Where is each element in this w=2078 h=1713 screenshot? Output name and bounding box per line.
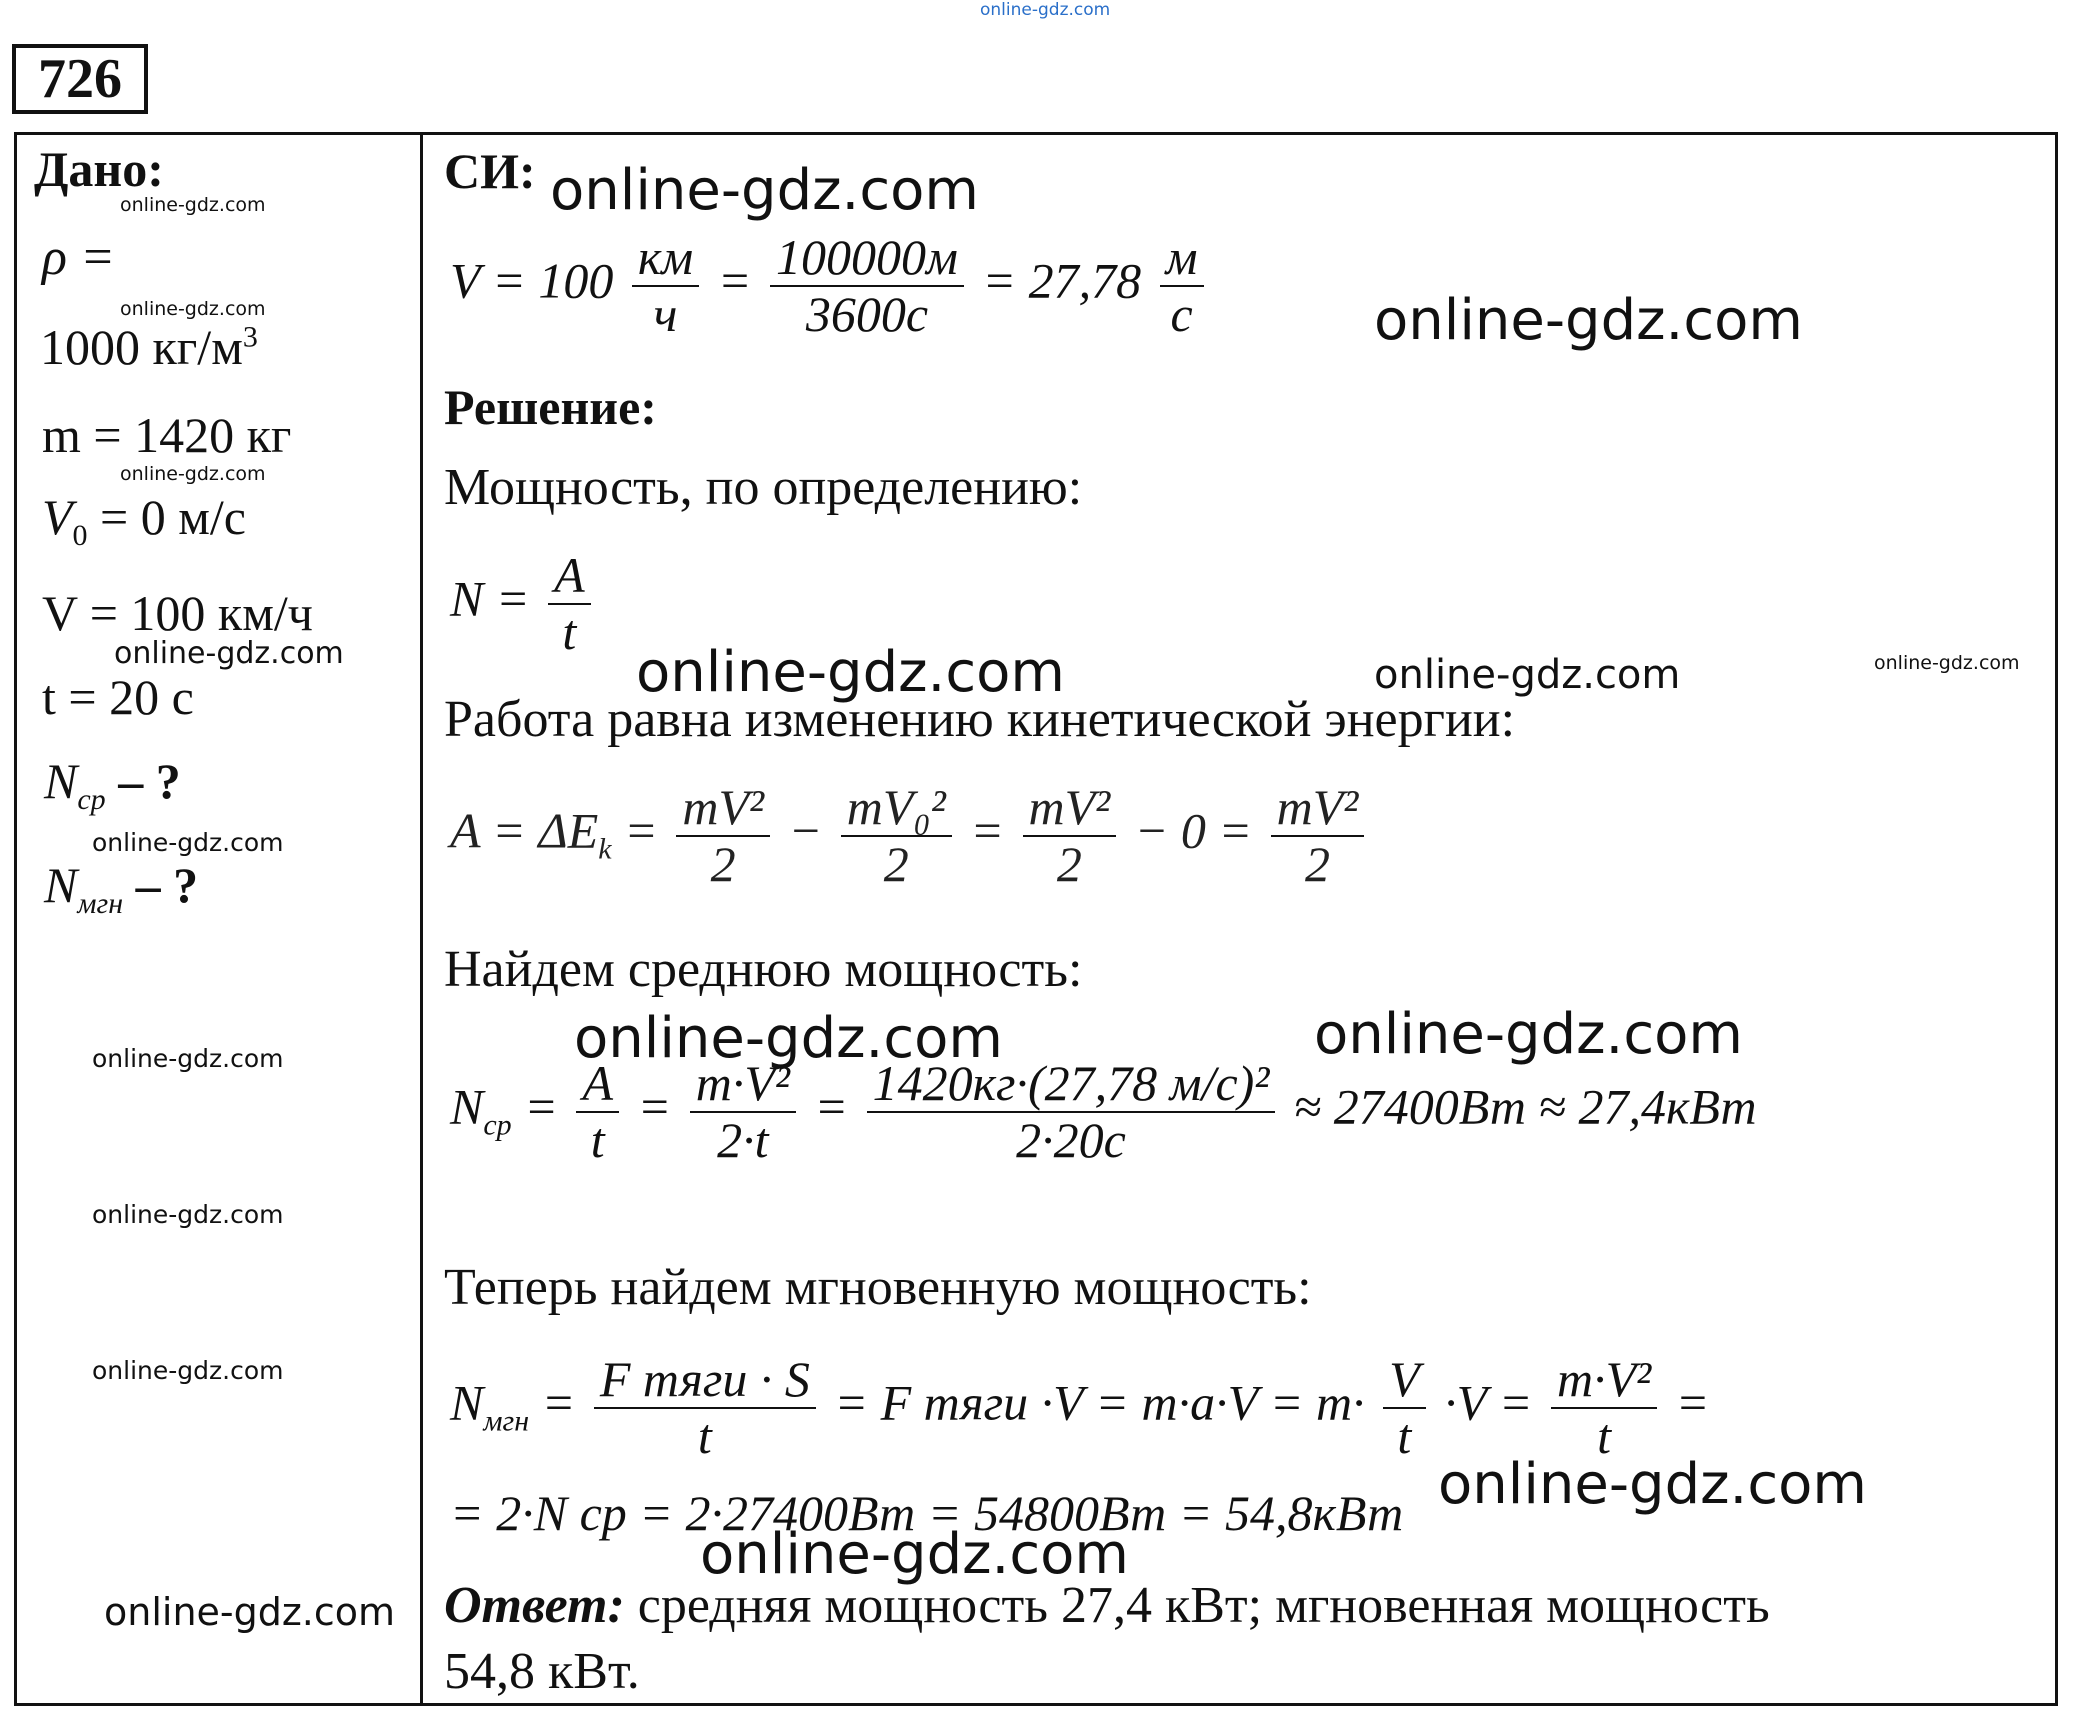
given-v0 (42, 488, 246, 553)
solution-title: Решение: (444, 379, 657, 435)
watermark-right-3: online-gdz.com (636, 640, 1065, 705)
work-lhs: A = ΔE (450, 802, 599, 859)
n-num: A (548, 548, 591, 605)
given-nsr-sym: N (44, 753, 78, 809)
nm-sub: мгн (483, 1404, 530, 1438)
solution-line-3: Найдем среднюю мощность: (444, 941, 1083, 998)
nm-f1d: t (697, 1408, 712, 1464)
watermark-left-9: online-gdz.com (104, 1590, 396, 1634)
work-frac-4 (1271, 780, 1365, 892)
answer-line-2: 54,8 кВт. (444, 1643, 640, 1700)
watermark-right-9: online-gdz.com (700, 1522, 1129, 1587)
si-f2-den: 3600с (805, 286, 929, 342)
watermark-left-6: online-gdz.com (92, 1044, 284, 1073)
watermark-right-6: online-gdz.com (574, 1006, 1003, 1071)
given-v: V = 100 км/ч (42, 585, 313, 641)
given-nmgn-q: – ? (123, 857, 199, 913)
watermark-right-8: online-gdz.com (1438, 1452, 1867, 1517)
n-lhs: N = (450, 570, 530, 627)
si-f2-num: 100000м (770, 230, 964, 287)
watermark-left-2: online-gdz.com (120, 298, 266, 320)
ncp-f3n: 1420кг·(27,78 м/с)² (867, 1056, 1276, 1113)
watermark-right-5: online-gdz.com (1874, 652, 2020, 674)
watermark-right-2: online-gdz.com (1374, 288, 1803, 353)
nm-f2d: t (1397, 1408, 1412, 1464)
work-f4n: mV² (1271, 780, 1365, 837)
n-den: t (562, 604, 577, 660)
watermark-left-7: online-gdz.com (92, 1200, 284, 1229)
answer-text: средняя мощность 27,4 кВт; мгновенная мощность (624, 1577, 1770, 1634)
ncp-result: ≈ 27400Вт ≈ 27,4кВт (1293, 1078, 1757, 1135)
si-frac-1 (632, 230, 699, 342)
given-v0-rhs: = 0 м/с (87, 489, 246, 545)
ncp-f1d: t (590, 1112, 605, 1168)
si-f3-den: с (1170, 286, 1193, 342)
work-equation (450, 780, 1370, 892)
given-nmgn (44, 856, 198, 921)
given-v0-sub: 0 (72, 519, 88, 552)
ncp-f2d: 2·t (717, 1112, 769, 1168)
given-mass: m = 1420 кг (42, 407, 292, 463)
given-nsr-sub: ср (77, 783, 106, 816)
nm-eq: = (529, 1374, 576, 1431)
work-f2n: mV₀² (841, 780, 952, 837)
nm-end: = (1675, 1374, 1710, 1431)
avg-power-equation (450, 1056, 1757, 1168)
ncp-f1n: A (576, 1056, 619, 1113)
given-v0-sym: V (42, 489, 73, 545)
given-rho-val: 1000 кг/м (40, 319, 243, 375)
nm-f3n: m·V² (1551, 1352, 1657, 1409)
si-eq1: = (717, 252, 752, 309)
solution-line-4: Теперь найдем мгновенную мощность: (444, 1259, 1312, 1316)
ncp-eq3: = (814, 1078, 849, 1135)
solution-line-1: Мощность, по определению: (444, 459, 1083, 516)
ncp-f3d: 2·20с (1016, 1112, 1126, 1168)
watermark-right-1: online-gdz.com (550, 158, 979, 223)
given-title: Дано: (34, 141, 164, 197)
watermark-right-4: online-gdz.com (1374, 652, 1681, 698)
given-rho-value (40, 318, 258, 376)
ncp-eq: = (511, 1078, 558, 1135)
work-frac-3 (1023, 780, 1117, 892)
instant-power-equation (450, 1352, 1709, 1464)
watermark-left-5: online-gdz.com (92, 828, 284, 857)
work-f1d: 2 (710, 836, 736, 892)
nm-mid: = F тяги ·V = m·a·V = m· (834, 1374, 1365, 1431)
instant-power-result: = 2·N ср = 2·27400Вт = 54800Вт = 54,8кВт (450, 1485, 1404, 1541)
work-frac-1 (676, 780, 770, 892)
given-rho-text: ρ = (42, 229, 116, 286)
ncp-frac-1 (576, 1056, 619, 1168)
watermark-left-8: online-gdz.com (92, 1356, 284, 1385)
work-eq3: = (970, 802, 1005, 859)
si-frac-3 (1160, 230, 1204, 342)
nm-lhs: N (450, 1374, 484, 1431)
given-t: t = 20 с (42, 669, 194, 725)
nm-f2n: V (1383, 1352, 1426, 1409)
si-f1-den: ч (653, 286, 678, 342)
ncp-eq2: = (637, 1078, 672, 1135)
si-conversion (450, 230, 1210, 342)
watermark-left-1: online-gdz.com (120, 194, 266, 216)
work-sub: k (598, 832, 612, 866)
work-f1n: mV² (676, 780, 770, 837)
nm-frac-3 (1551, 1352, 1657, 1464)
power-definition (450, 548, 597, 660)
given-nsr (44, 752, 181, 817)
n-frac (548, 548, 591, 660)
si-lhs: V = 100 (450, 252, 614, 309)
ncp-frac-3 (867, 1056, 1276, 1168)
si-f1-num: км (632, 230, 699, 287)
watermark-left-4: online-gdz.com (114, 636, 344, 671)
ncp-sub: ср (483, 1108, 512, 1142)
work-f4d: 2 (1304, 836, 1330, 892)
work-zero: − 0 = (1134, 802, 1253, 859)
given-rho-lhs (42, 228, 115, 287)
top-watermark: online-gdz.com (980, 0, 1111, 20)
answer-label: Ответ: (444, 1577, 625, 1634)
nm-frac-1 (594, 1352, 816, 1464)
si-f3-num: м (1160, 230, 1204, 287)
work-f3d: 2 (1056, 836, 1082, 892)
si-frac-2 (770, 230, 964, 342)
work-eq2: = (611, 802, 658, 859)
work-frac-2 (841, 780, 952, 892)
ncp-frac-2 (690, 1056, 796, 1168)
nm-frac-2 (1383, 1352, 1426, 1464)
problem-number: 726 (12, 44, 148, 114)
given-nsr-q: – ? (105, 753, 181, 809)
given-rho-exp: 3 (242, 320, 258, 354)
nm-f3d: t (1597, 1408, 1612, 1464)
watermark-left-3: online-gdz.com (120, 463, 266, 485)
ncp-lhs: N (450, 1078, 484, 1135)
watermark-right-7: online-gdz.com (1314, 1002, 1743, 1067)
nm-f1n: F тяги · S (594, 1352, 816, 1409)
work-f3n: mV² (1023, 780, 1117, 837)
column-divider (420, 132, 423, 1706)
ncp-f2n: m·V² (690, 1056, 796, 1113)
given-nmgn-sub: мгн (77, 887, 124, 920)
si-eq2: = 27,78 (982, 252, 1142, 309)
given-nmgn-sym: N (44, 857, 78, 913)
solution-line-2: Работа равна изменению кинетической энергии: (444, 691, 1516, 748)
work-minus: − (788, 802, 823, 859)
work-f2d: 2 (883, 836, 909, 892)
nm-mid2: ·V = (1444, 1374, 1533, 1431)
si-title: СИ: (444, 143, 536, 199)
